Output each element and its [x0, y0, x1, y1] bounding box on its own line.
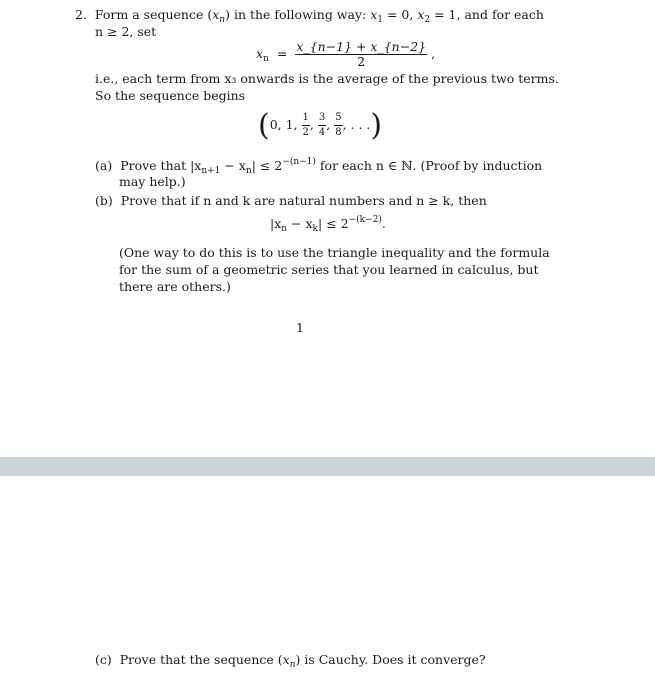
- page-number: 1: [296, 320, 304, 335]
- part-c-label: (c): [95, 652, 112, 667]
- sequence-term-frac-3: $\frac{5}{8}$: [335, 112, 342, 138]
- part-a: (a) Prove that $|x_{n+1} - x_n| \le 2^{-(n-1)}$ for each n ∈ ℕ. (Proof by induction: [95, 157, 543, 176]
- so-line: So the sequence begins: [95, 88, 246, 103]
- part-b: (b) Prove that if n and k are natural numbers and n ≥ k, then: [95, 193, 487, 208]
- part-b-label: (b): [95, 193, 113, 208]
- part-b-hint-line-3: there are others.): [119, 279, 231, 294]
- recurrence-fraction: $\frac{x\_\{n-1\} + x\_\{n-2\}}{2}$: [296, 39, 427, 69]
- sequence-display: (0, 1, $\frac{1}{2}$ , $\frac{3}{4}$ , $\frac{5}{8}$ , . . .): [258, 108, 383, 143]
- sequence-term-frac-1: $\frac{1}{2}$: [302, 112, 309, 138]
- page-break-divider: [0, 457, 655, 476]
- part-a-label: (a): [95, 158, 113, 173]
- part-c: (c) Prove that the sequence $(x_n)$ is Cauchy. Does it converge?: [95, 652, 486, 670]
- problem-line-2: n ≥ 2, set: [95, 24, 157, 39]
- recurrence-formula: $x_n$ = $\frac{x\_\{n-1\} + x\_\{n-2\}}{2}$ ,: [256, 39, 436, 69]
- part-a-line-2: may help.): [119, 174, 186, 189]
- part-b-hint-line-2: for the sum of a geometric series that you learned in calculus, but: [119, 262, 539, 277]
- ie-line: i.e., each term from x₃ onwards is the average of the previous two terms.: [95, 71, 559, 86]
- part-b-hint-line-1: (One way to do this is to use the triangle inequality and the formula: [119, 245, 550, 260]
- part-b-inequality: $|x_n - x_k| \le 2^{-(k-2)}$.: [270, 215, 386, 234]
- sequence-term-frac-2: $\frac{3}{4}$: [318, 112, 326, 138]
- problem-intro-line: 2. Form a sequence $(x_n)$ in the following way: $x_1 = 0$, $x_2 = 1$, and for each: [75, 7, 544, 25]
- problem-number: 2.: [75, 7, 87, 22]
